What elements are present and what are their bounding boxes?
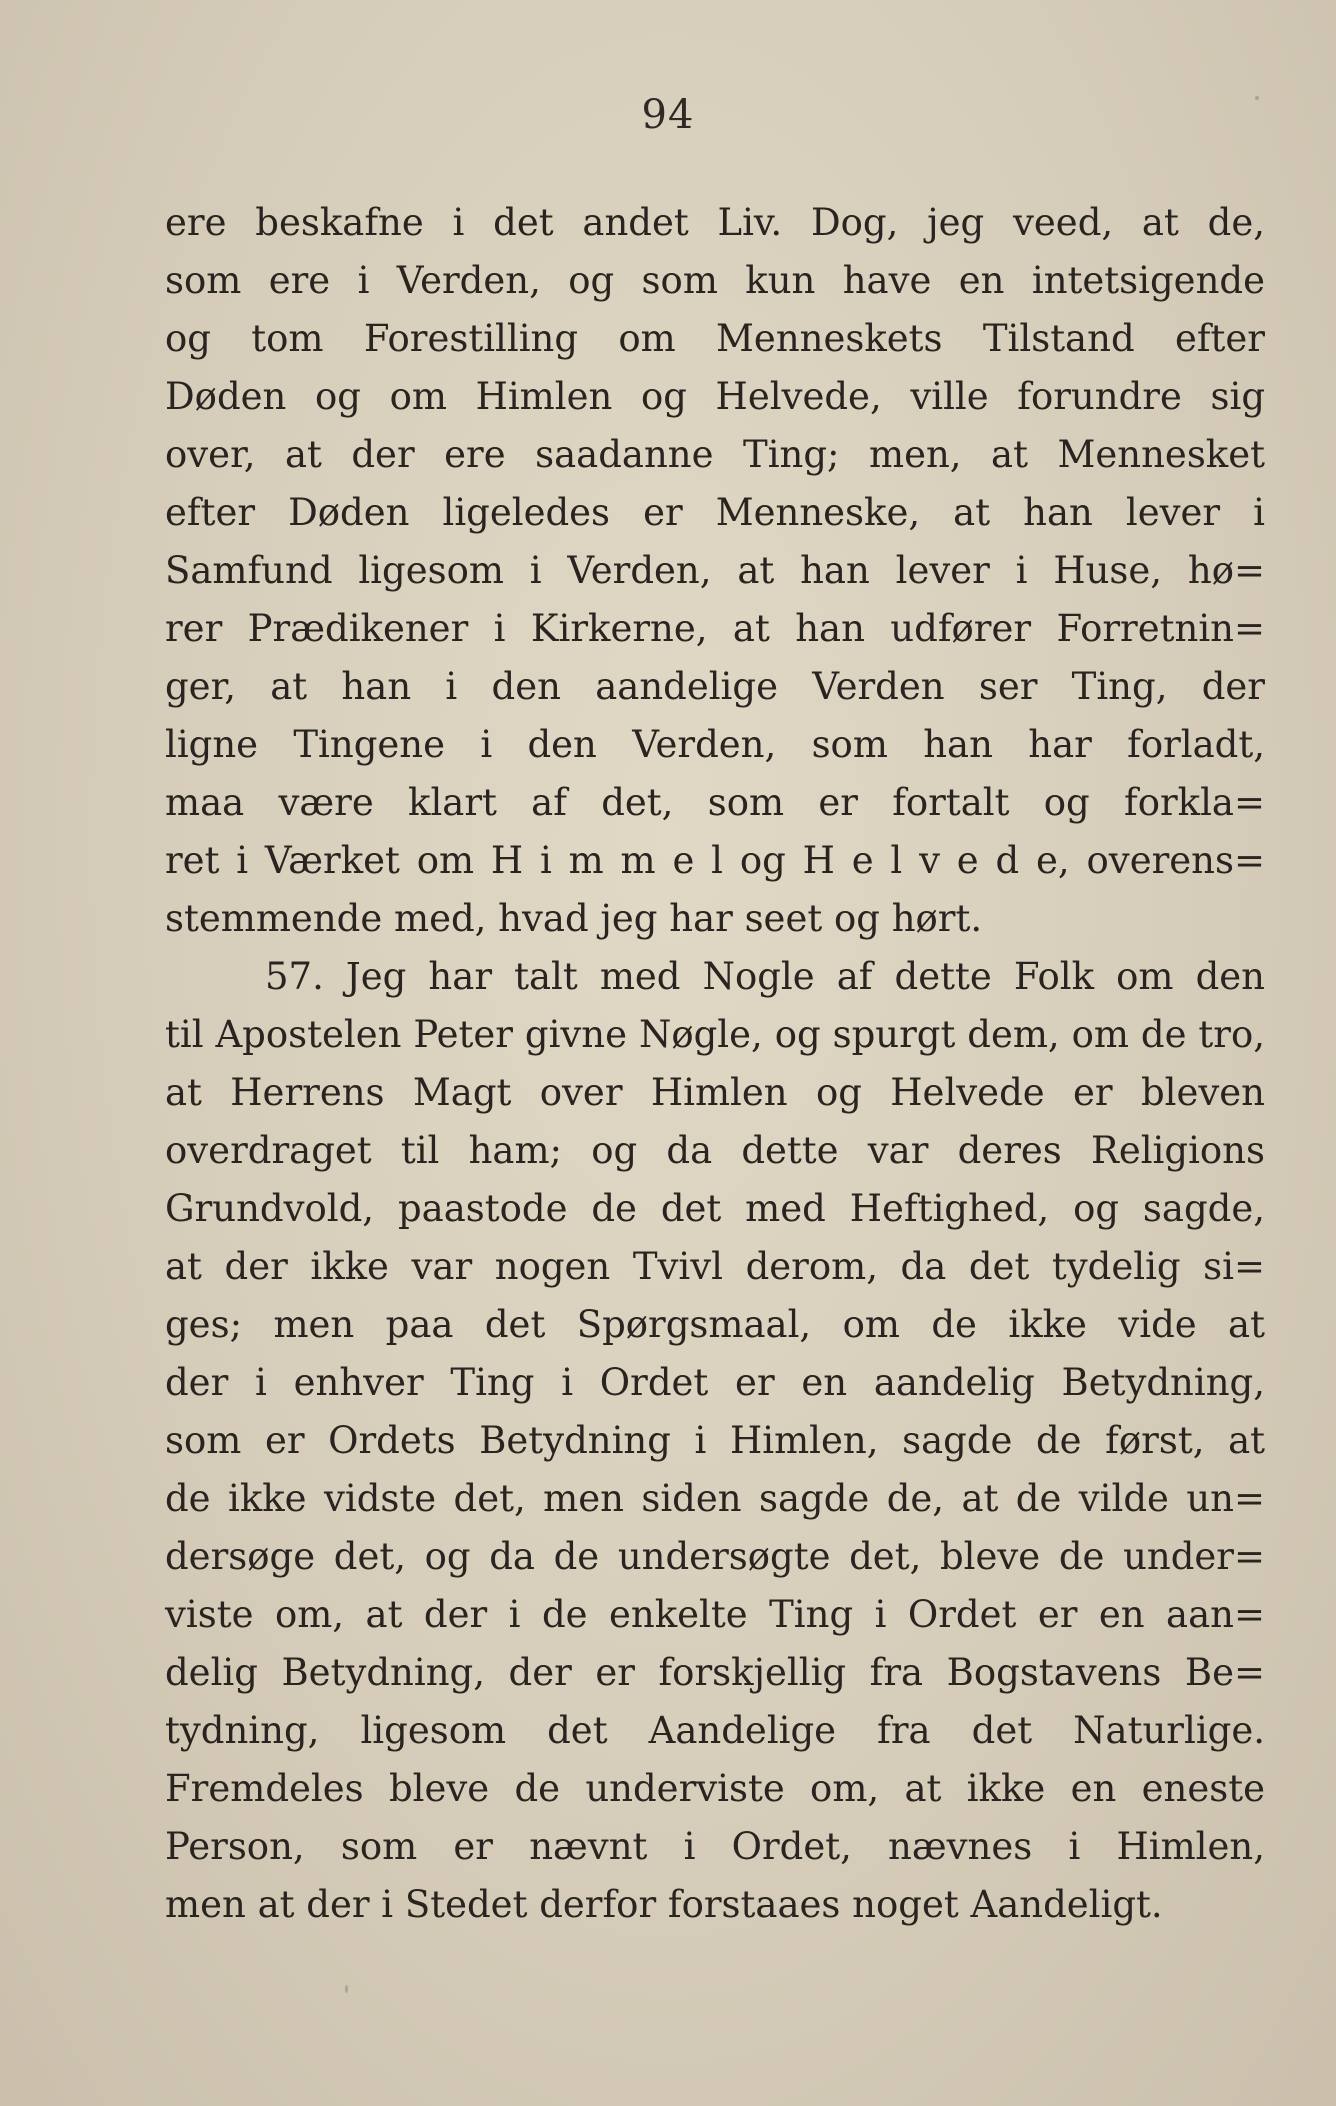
text-line: Fremdeles bleve de underviste om, at ikke en eneste bbox=[165, 1767, 1265, 1810]
text-line: Person, som er nævnt i Ordet, nævnes i Himlen, bbox=[165, 1825, 1265, 1868]
text-line: men at der i Stedet derfor forstaaes noget Aandeligt. bbox=[165, 1883, 1163, 1926]
text-line: Samfund ligesom i Verden, at han lever i Huse, hø= bbox=[165, 549, 1265, 592]
text-line: ere beskafne i det andet Liv. Dog, jeg veed, at de, bbox=[165, 201, 1265, 244]
text-line: overdraget til ham; og da dette var deres Religions bbox=[165, 1129, 1265, 1172]
text-line: ger, at han i den aandelige Verden ser Ting, der bbox=[165, 665, 1265, 708]
text-line: og tom Forestilling om Menneskets Tilstand efter bbox=[165, 317, 1265, 360]
text-line: at Herrens Magt over Himlen og Helvede er bleven bbox=[165, 1071, 1265, 1114]
text-line: stemmende med, hvad jeg har seet og hørt. bbox=[165, 897, 983, 940]
text-line: tydning, ligesom det Aandelige fra det Naturlige. bbox=[165, 1709, 1265, 1752]
text-line: at der ikke var nogen Tvivl derom, da det tydelig si= bbox=[165, 1245, 1265, 1288]
text-line: til Apostelen Peter givne Nøgle, og spurgt dem, om de tro, bbox=[165, 1013, 1265, 1056]
text-line: delig Betydning, der er forskjellig fra Bogstavens Be= bbox=[165, 1651, 1265, 1694]
paper-speck bbox=[345, 1985, 348, 1993]
text-line: som ere i Verden, og som kun have en intetsigende bbox=[165, 259, 1265, 302]
page-number: 94 bbox=[641, 92, 695, 138]
text-line: Døden og om Himlen og Helvede, ville forundre sig bbox=[165, 375, 1265, 418]
text-line: rer Prædikener i Kirkerne, at han udfører Forretnin= bbox=[165, 607, 1265, 650]
body-text bbox=[165, 194, 1265, 1934]
text-line: ges; men paa det Spørgsmaal, om de ikke vide at bbox=[165, 1303, 1265, 1346]
paper-speck bbox=[1255, 96, 1259, 100]
text-line: over, at der ere saadanne Ting; men, at Mennesket bbox=[165, 433, 1265, 476]
text-line: ret i Værket om H i m m e l og H e l v e d e, overens= bbox=[165, 839, 1265, 882]
paragraph-start-line: 57. Jeg har talt med Nogle af dette Folk om den bbox=[265, 955, 1265, 998]
text-line: de ikke vidste det, men siden sagde de, at de vilde un= bbox=[165, 1477, 1265, 1520]
text-line: Grundvold, paastode de det med Heftighed, og sagde, bbox=[165, 1187, 1265, 1230]
text-line: dersøge det, og da de undersøgte det, bleve de under= bbox=[165, 1535, 1265, 1578]
text-line: maa være klart af det, som er fortalt og forkla= bbox=[165, 781, 1265, 824]
text-line: ligne Tingene i den Verden, som han har forladt, bbox=[165, 723, 1265, 766]
text-line: som er Ordets Betydning i Himlen, sagde de først, at bbox=[165, 1419, 1265, 1462]
text-line: efter Døden ligeledes er Menneske, at han lever i bbox=[165, 491, 1265, 534]
text-line: der i enhver Ting i Ordet er en aandelig Betydning, bbox=[165, 1361, 1265, 1404]
text-line: viste om, at der i de enkelte Ting i Ordet er en aan= bbox=[165, 1593, 1265, 1636]
